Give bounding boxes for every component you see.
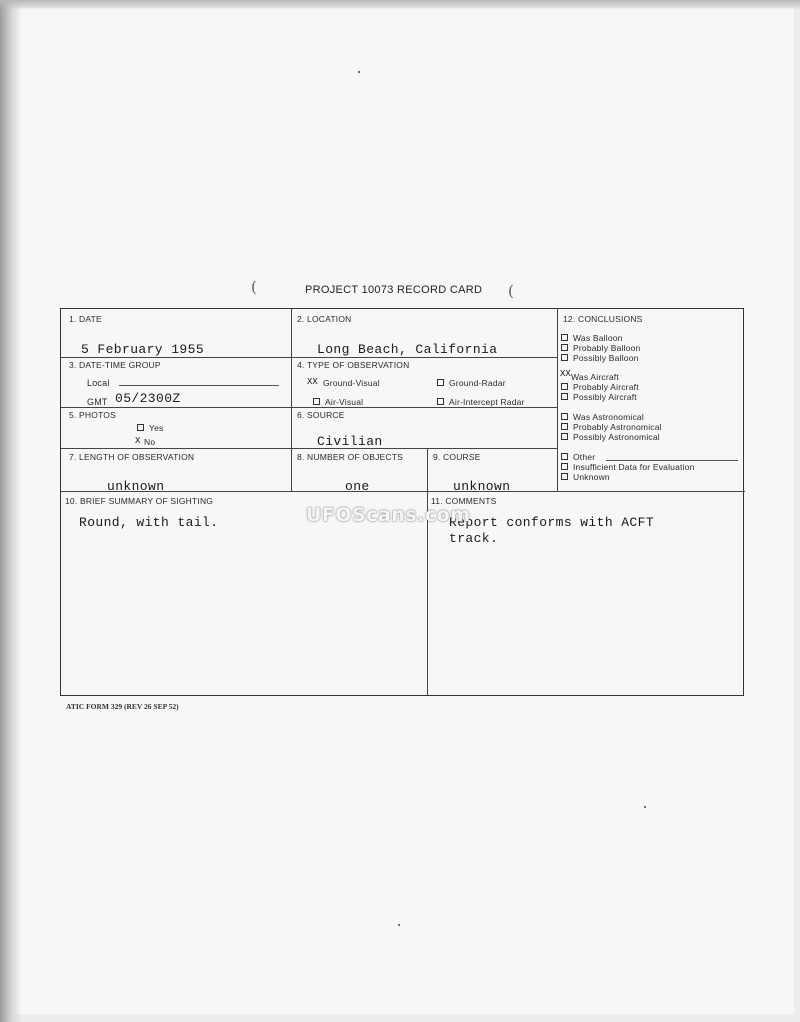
probably-astronomical-option: Probably Astronomical: [573, 422, 662, 432]
location-value: Long Beach, California: [317, 342, 498, 357]
form-footer: ATIC FORM 329 (REV 26 SEP 52): [66, 702, 179, 711]
summary-label: 10. BRIEF SUMMARY OF SIGHTING: [65, 496, 214, 506]
photos-no-mark: X: [135, 436, 141, 446]
gmt-value: 05/2300Z: [115, 391, 181, 406]
local-label: Local: [87, 378, 110, 388]
checkbox-icon: [137, 424, 144, 431]
checkbox-icon: [437, 379, 444, 386]
scan-shadow-left: [0, 0, 22, 1022]
astronomical-options: [561, 412, 662, 442]
source-value: Civilian: [317, 434, 383, 449]
stray-mark-right: (: [508, 282, 514, 300]
checkbox-icon: [561, 393, 568, 400]
ground-visual-option: Ground-Visual: [323, 378, 380, 388]
checkbox-icon: [561, 453, 568, 460]
checkbox-icon: [561, 413, 568, 420]
scan-shadow-top: [0, 0, 800, 10]
insufficient-option: Insufficient Data for Evaluation: [573, 462, 695, 472]
scan-speck: [398, 924, 400, 926]
stray-mark-left: (: [251, 278, 257, 296]
balloon-options: [561, 333, 640, 363]
checkbox-icon: [561, 383, 568, 390]
checkbox-icon: [561, 344, 568, 351]
ground-visual-mark: XX: [307, 377, 318, 387]
was-aircraft-option: Was Aircraft: [571, 372, 619, 382]
possibly-balloon-option: Possibly Balloon: [573, 353, 639, 363]
other-options: [561, 452, 695, 482]
course-value: unknown: [453, 479, 511, 494]
length-label: 7. LENGTH OF OBSERVATION: [69, 452, 195, 462]
record-card-form: [60, 308, 744, 696]
was-astronomical-option: Was Astronomical: [573, 412, 644, 422]
probably-aircraft-option: Probably Aircraft: [573, 382, 639, 392]
dtg-label: 3. DATE-TIME GROUP: [69, 360, 161, 370]
was-balloon-option: Was Balloon: [573, 333, 623, 343]
obs-type-label: 4. TYPE OF OBSERVATION: [297, 360, 410, 370]
comments-line-2: track.: [449, 531, 499, 546]
was-aircraft-mark: XX: [560, 369, 571, 379]
course-label: 9. COURSE: [433, 452, 481, 462]
photos-label: 5. PHOTOS: [69, 410, 116, 420]
gmt-label: GMT: [87, 397, 108, 407]
checkbox-icon: [561, 423, 568, 430]
checkbox-icon: [561, 473, 568, 480]
probably-balloon-option: Probably Balloon: [573, 343, 641, 353]
scan-speck: [644, 806, 646, 808]
unknown-option: Unknown: [573, 472, 610, 482]
checkbox-icon: [313, 398, 320, 405]
date-label: 1. DATE: [69, 314, 102, 324]
possibly-astronomical-option: Possibly Astronomical: [573, 432, 660, 442]
checkbox-icon: [561, 354, 568, 361]
objects-label: 8. NUMBER OF OBJECTS: [297, 452, 404, 462]
checkbox-icon: [561, 463, 568, 470]
location-label: 2. LOCATION: [297, 314, 352, 324]
summary-value: Round, with tail.: [79, 515, 219, 530]
checkbox-icon: [437, 398, 444, 405]
checkbox-icon: [561, 433, 568, 440]
checkbox-icon: [561, 334, 568, 341]
air-intercept-option: Air-Intercept Radar: [437, 397, 525, 407]
comments-line-1: Report conforms with ACFT: [449, 515, 655, 530]
conclusions-label: 12. CONCLUSIONS: [563, 314, 643, 324]
air-visual-option: Air-Visual: [313, 397, 363, 407]
scan-speck: [358, 71, 360, 73]
watermark: UFOScans.com: [306, 504, 471, 526]
source-label: 6. SOURCE: [297, 410, 345, 420]
date-value: 5 February 1955: [81, 342, 205, 357]
photos-yes-option: Yes: [137, 423, 163, 433]
objects-value: one: [345, 479, 370, 494]
other-option: Other: [573, 452, 596, 462]
ground-radar-option: Ground-Radar: [437, 378, 506, 388]
photos-no-option: No: [144, 437, 156, 447]
length-value: unknown: [107, 479, 165, 494]
possibly-aircraft-option: Possibly Aircraft: [573, 392, 637, 402]
comments-label: 11. COMMENTS: [431, 496, 497, 506]
card-title: PROJECT 10073 RECORD CARD: [305, 284, 483, 296]
aircraft-options: [561, 372, 639, 402]
